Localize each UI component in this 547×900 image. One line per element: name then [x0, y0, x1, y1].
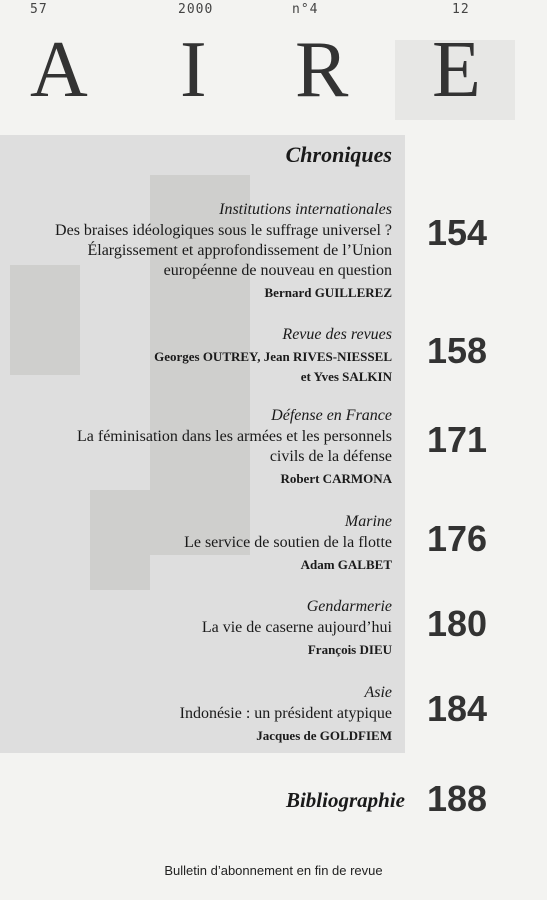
- handwritten-note: 2000: [178, 2, 214, 17]
- page-number: 184: [427, 688, 488, 729]
- entry-rubric: Institutions internationales: [219, 201, 392, 218]
- entry-rubric: Revue des revues: [282, 326, 392, 343]
- entry-author: Adam GALBET: [300, 557, 392, 572]
- entry-rubric: Gendarmerie: [306, 598, 392, 615]
- page-number: 180: [427, 603, 488, 644]
- toc-entry: [0, 325, 392, 387]
- toc-entry: [0, 406, 392, 489]
- entry-rubric: Défense en France: [271, 407, 392, 424]
- entry-author: Georges OUTREY, Jean RIVES-NIESSEL: [154, 349, 392, 364]
- entry-title-line: européenne de nouveau en question: [163, 262, 392, 279]
- bibliography-heading: Bibliographie: [285, 788, 405, 812]
- entry-author: Jacques de GOLDFIEM: [256, 728, 392, 743]
- entry-title-line: La vie de caserne aujourd’hui: [201, 619, 392, 636]
- section-title: Chroniques: [285, 142, 392, 167]
- entry-title-line: Indonésie : un président atypique: [179, 705, 392, 722]
- entry-author: et Yves SALKIN: [300, 369, 392, 384]
- page-number: 188: [427, 778, 488, 819]
- entry-title-line: Élargissement et approfondissement de l’Union: [87, 242, 392, 259]
- masthead-letter: I: [180, 26, 207, 114]
- handwritten-note: 57: [30, 2, 48, 17]
- entry-author: François DIEU: [307, 642, 392, 657]
- handwritten-note: n°4: [292, 2, 319, 17]
- toc-entry: [0, 683, 392, 746]
- entry-author: Robert CARMONA: [280, 471, 392, 486]
- toc-entry: [0, 512, 392, 575]
- masthead-letter: E: [432, 26, 481, 114]
- page-number: 158: [427, 330, 488, 371]
- page-number: 171: [427, 419, 488, 460]
- entry-author: Bernard GUILLEREZ: [264, 285, 392, 300]
- entry-title-line: Des braises idéologiques sous le suffrage universel ?: [55, 222, 392, 239]
- entry-title-line: civils de la défense: [269, 448, 392, 465]
- masthead-letter: A: [30, 26, 88, 114]
- masthead-letter: R: [295, 26, 349, 114]
- handwritten-note: 12: [452, 2, 470, 17]
- entry-title-line: La féminisation dans les armées et les personnels: [76, 428, 392, 445]
- entry-title-line: Le service de soutien de la flotte: [184, 534, 392, 551]
- entry-rubric: Asie: [364, 684, 392, 701]
- entry-rubric: Marine: [344, 513, 392, 530]
- page-number: 154: [427, 212, 488, 253]
- page-number: 176: [427, 518, 488, 559]
- subscription-note: Bulletin d’abonnement en fin de revue: [164, 863, 383, 878]
- toc-entry: [0, 200, 392, 303]
- masthead: [0, 26, 547, 114]
- toc-entry: [0, 597, 392, 660]
